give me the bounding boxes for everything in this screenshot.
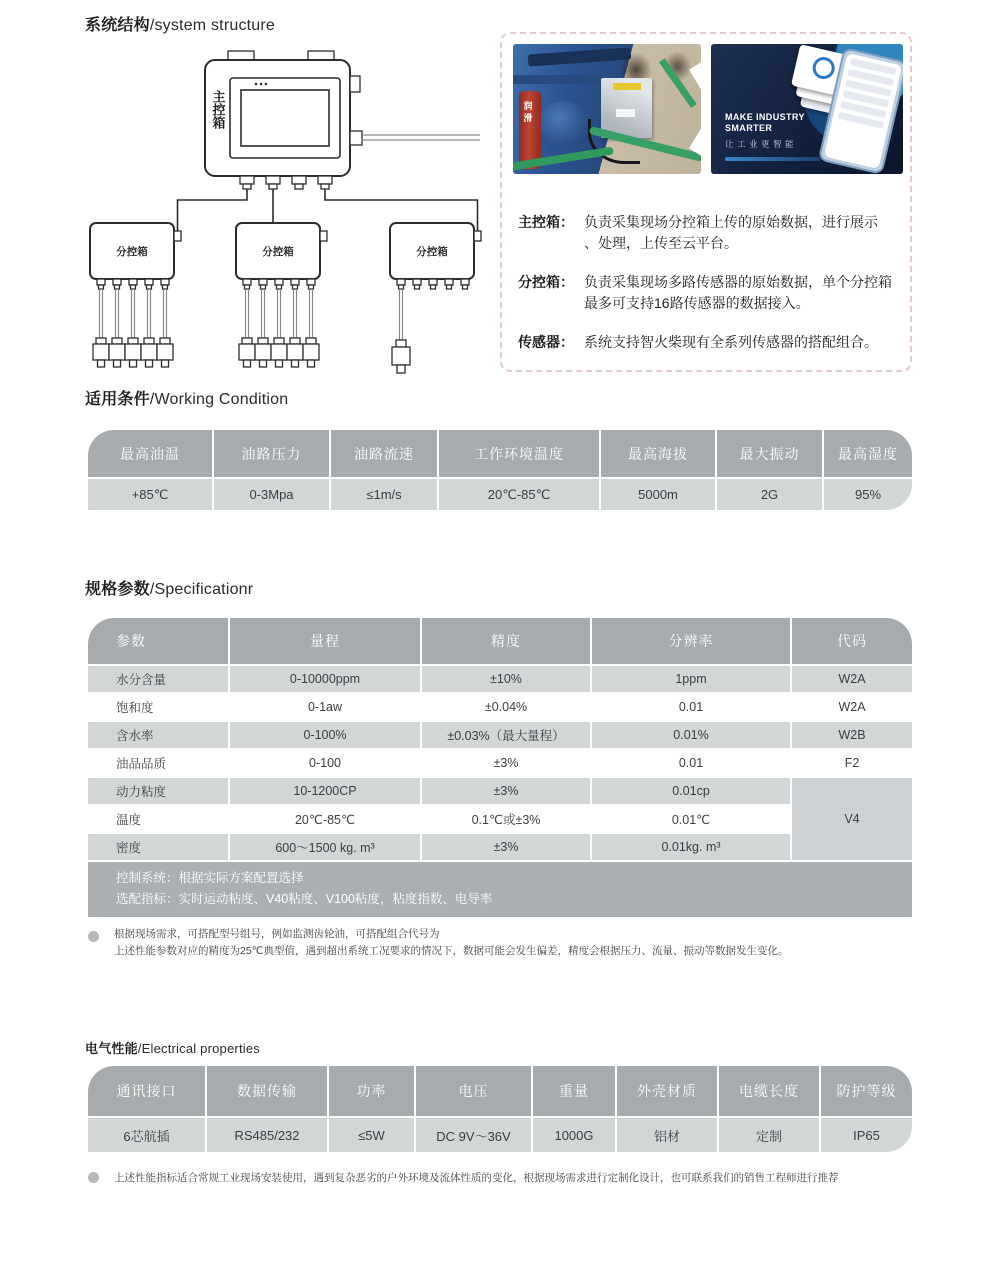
table-cell: F2 (792, 750, 912, 776)
note-line: 上述性能参数对应的精度为25℃典型值，遇到超出系统工况要求的情况下，数据可能会发生偏差，精度会根据压力、流量、振动等数据发生变化。 (114, 945, 789, 957)
table-cell: 水分含量 (88, 666, 228, 692)
table-cell: 含水率 (88, 722, 228, 748)
table-cell: 0-3Mpa (214, 479, 329, 510)
list-item (518, 212, 904, 254)
table-header-cell: 功率 (329, 1066, 414, 1116)
table-cell: 0-10000ppm (230, 666, 420, 692)
table-cell: ±3% (422, 778, 590, 804)
table-cell: 0.01% (592, 722, 790, 748)
table-cell: 温度 (88, 806, 228, 832)
table-header-cell: 量程 (230, 618, 420, 664)
table-header-cell: 精度 (422, 618, 590, 664)
footer-line: 选配指标：实时运动粘度、V40粘度、V100粘度，粘度指数、电导率 (116, 892, 493, 906)
sensor (93, 290, 109, 367)
working-condition-table (88, 430, 912, 510)
item-description (584, 332, 878, 353)
table-header-cell: 外壳材质 (617, 1066, 717, 1116)
structure-info-panel (500, 32, 912, 372)
spec-table-footer (88, 862, 912, 917)
sub-control-box-3 (390, 223, 481, 373)
main-box-label: 主控箱 (210, 90, 226, 129)
section-title-electrical-en: /Electrical properties (137, 1041, 260, 1056)
table-cell: 密度 (88, 834, 228, 860)
system-structure-diagram (60, 38, 490, 390)
sub-control-box-1 (90, 223, 181, 367)
table-cell: 20℃-85℃ (439, 479, 599, 510)
table-cell: 定制 (719, 1118, 819, 1152)
section-title-working-en: /Working Condition (149, 391, 289, 408)
sensor (125, 290, 141, 367)
section-title-spec (85, 576, 253, 599)
table-cell: 10-1200CP (230, 778, 420, 804)
sensor (239, 290, 255, 367)
section-title-spec-en: /Specificationr (149, 581, 254, 598)
table-header-cell: 防护等级 (821, 1066, 912, 1116)
sensor (303, 290, 319, 367)
table-cell: 铝材 (617, 1118, 717, 1152)
table-cell: 20℃-85℃ (230, 806, 420, 832)
promo-line-2: SMARTER (725, 123, 773, 133)
desc-line: 、处理，上传至云平台。 (584, 235, 738, 251)
photo-yellow-label (613, 83, 641, 90)
note-bullet-icon (88, 1172, 99, 1183)
table-cell: IP65 (821, 1118, 912, 1152)
table-cell: 5000m (601, 479, 715, 510)
sub-box-1-label: 分控箱 (116, 246, 148, 258)
table-header-cell: 最高湿度 (824, 430, 912, 477)
section-title-spec-zh: 规格参数 (85, 581, 150, 598)
list-item (518, 332, 904, 353)
table-cell: 0-1aw (230, 694, 420, 720)
desc-line: 负责采集现场分控箱上传的原始数据，进行展示 (584, 214, 878, 230)
section-title-structure-zh: 系统结构 (85, 17, 150, 34)
merged-code-cell: V4 (792, 778, 912, 860)
section-title-electrical (85, 1038, 260, 1057)
table-cell: RS485/232 (207, 1118, 327, 1152)
table-cell: 0.01 (592, 750, 790, 776)
item-description (584, 212, 878, 254)
table-cell: 饱和度 (88, 694, 228, 720)
sensor (392, 290, 410, 373)
table-cell: ±3% (422, 750, 590, 776)
spec-note (114, 926, 914, 960)
section-title-structure-en: /system structure (149, 17, 276, 34)
promo-text-block (725, 112, 821, 161)
table-cell: ≤1m/s (331, 479, 437, 510)
desc-line: 负责采集现场多路传感器的原始数据，单个分控箱 (584, 274, 892, 290)
gauge-ring-icon (810, 55, 836, 81)
electrical-properties-table (88, 1066, 912, 1152)
table-header-cell: 分辨率 (592, 618, 790, 664)
sensor (109, 290, 125, 367)
table-cell: W2A (792, 666, 912, 692)
table-header-cell: 代码 (792, 618, 912, 664)
table-cell: 1000G (533, 1118, 615, 1152)
item-label: 主控箱： (518, 214, 574, 230)
table-cell: 600～1500 kg. m³ (230, 834, 420, 860)
list-item (518, 272, 904, 314)
table-header-cell: 最高海拔 (601, 430, 715, 477)
sensor (141, 290, 157, 367)
item-label: 传感器： (518, 334, 574, 350)
sub-control-box-2 (236, 223, 327, 367)
promo-line-1: MAKE INDUSTRY (725, 112, 805, 122)
table-cell: 2G (717, 479, 822, 510)
table-cell: ±10% (422, 666, 590, 692)
table-cell: 0.01cp (592, 778, 790, 804)
table-cell: 动力粘度 (88, 778, 228, 804)
table-header-cell: 通讯接口 (88, 1066, 205, 1116)
photo-strip (513, 44, 903, 174)
table-cell: 油品品质 (88, 750, 228, 776)
sensor (255, 290, 271, 367)
table-cell: 6芯航插 (88, 1118, 205, 1152)
table-cell: ±3% (422, 834, 590, 860)
section-title-working-zh: 适用条件 (85, 391, 150, 408)
note-bullet-icon (88, 931, 99, 942)
photo-pipe (513, 75, 599, 84)
table-cell: 1ppm (592, 666, 790, 692)
desc-line: 系统支持智火柴现有全系列传感器的搭配组合。 (584, 334, 878, 350)
photo-pipe (528, 47, 632, 66)
table-cell: 0-100 (230, 750, 420, 776)
table-header-cell: 油路压力 (214, 430, 329, 477)
cylinder-text: 润滑 (522, 101, 533, 126)
table-cell: 0.1℃或±3% (422, 806, 590, 832)
photo-white-label (616, 109, 635, 117)
table-header-cell: 数据传输 (207, 1066, 327, 1116)
table-header-cell: 电缆长度 (719, 1066, 819, 1116)
table-header-cell: 最高油温 (88, 430, 212, 477)
section-title-electrical-zh: 电气性能 (85, 1041, 138, 1056)
table-cell: ±0.04% (422, 694, 590, 720)
table-header-cell: 工作环境温度 (439, 430, 599, 477)
note-line: 根据现场需求，可搭配型号组号，例如监测齿轮油，可搭配组合代号为 (114, 928, 440, 940)
table-header-cell: 油路流速 (331, 430, 437, 477)
app-promo-image (711, 44, 903, 174)
table-cell: W2A (792, 694, 912, 720)
table-cell: DC 9V～36V (416, 1118, 531, 1152)
photo-pump (539, 101, 588, 143)
sub-box-2-label: 分控箱 (262, 246, 294, 258)
table-header-cell: 最大振动 (717, 430, 822, 477)
table-cell: 95% (824, 479, 912, 510)
section-title-structure (85, 12, 275, 35)
sub-box-3-label: 分控箱 (416, 246, 448, 258)
table-header-cell: 重量 (533, 1066, 615, 1116)
table-cell: 0.01℃ (592, 806, 790, 832)
table-cell: W2B (792, 722, 912, 748)
footer-line: 控制系统：根据实际方案配置选择 (116, 871, 304, 885)
promo-progress-bar (725, 157, 821, 161)
table-cell: ≤5W (329, 1118, 414, 1152)
table-cell: 0.01 (592, 694, 790, 720)
promo-line-3: 让工业更智能 (725, 139, 798, 149)
electrical-note: 上述性能指标适合常规工业现场安装使用，遇到复杂恶劣的户外环境及流体性质的变化，根据现场需求进行定制化设计，也可联系我们的销售工程师进行推荐 (114, 1172, 839, 1184)
table-header-cell: 参数 (88, 618, 228, 664)
sensor (157, 290, 173, 367)
table-header-cell: 电压 (416, 1066, 531, 1116)
specification-table (88, 618, 912, 860)
component-descriptions (518, 212, 904, 371)
sensor (271, 290, 287, 367)
table-cell: 0-100% (230, 722, 420, 748)
main-control-box (205, 51, 480, 189)
table-cell: 0.01kg. m³ (592, 834, 790, 860)
table-cell: +85℃ (88, 479, 212, 510)
item-label: 分控箱： (518, 274, 574, 290)
table-cell: ±0.03%（最大量程） (422, 722, 590, 748)
item-description (584, 272, 892, 314)
section-title-working (85, 386, 288, 409)
site-installation-photo (513, 44, 701, 174)
desc-line: 最多可支持16路传感器的数据接入。 (584, 295, 810, 311)
sensor (287, 290, 303, 367)
